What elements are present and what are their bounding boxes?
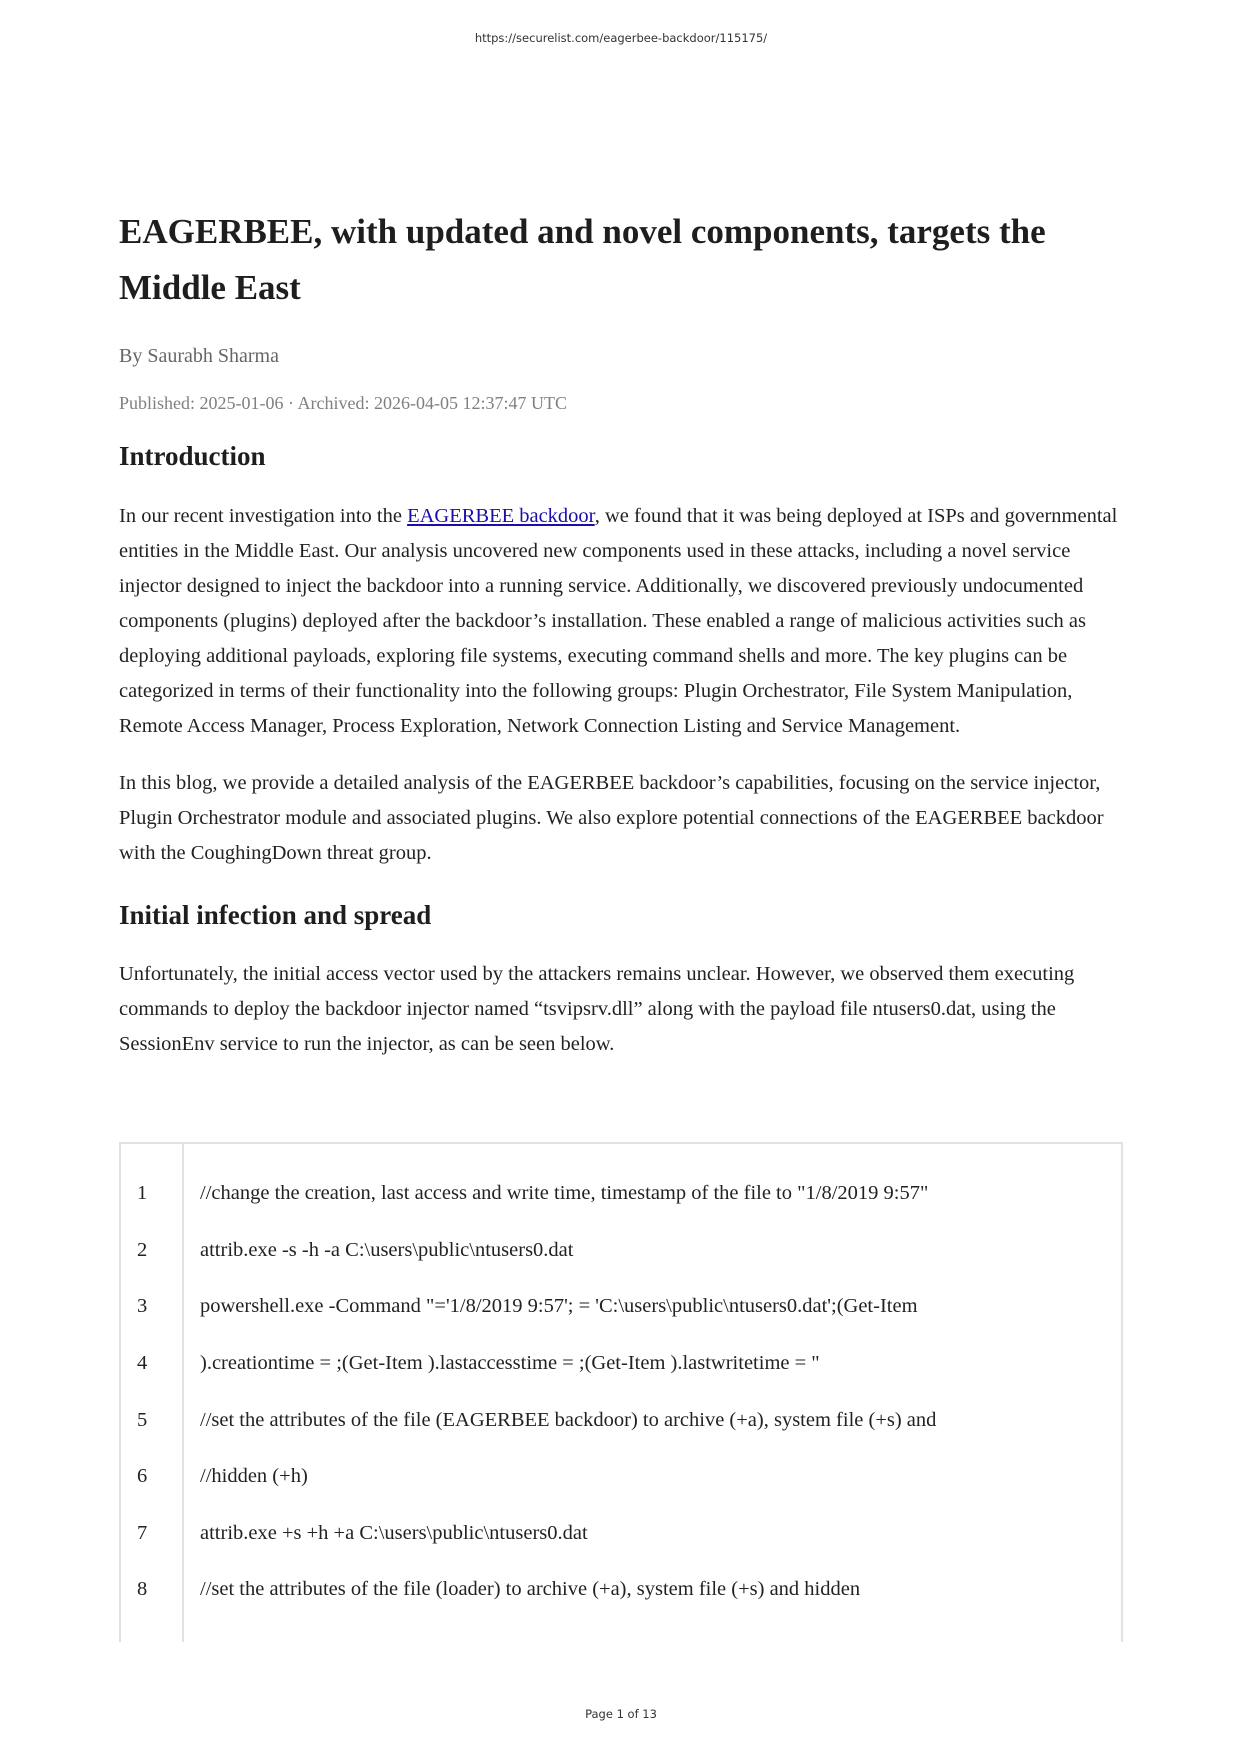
code-line-number: 4 [137,1352,148,1374]
code-line-number: 3 [137,1295,148,1317]
code-line-text: attrib.exe -s -h -a C:\users\public\ntusers0.dat [200,1239,574,1261]
code-gutter-divider [182,1144,184,1642]
code-line [121,1235,1121,1265]
code-line [121,1348,1121,1378]
article-byline: By Saurabh Sharma [119,345,279,367]
introduction-paragraph-2: In this blog, we provide a detailed analysis of the EAGERBEE backdoor’s capabilities, focusing on the service injector, Plugin Orchestrator module and associated plugins. We also explore potential connections of the EAGERBEE backdoor with the CoughingDown threat group. [119,772,1104,864]
code-line-number: 1 [137,1182,148,1204]
article-title: EAGERBEE, with updated and novel components, targets the Middle East [119,212,1046,307]
code-line-number: 5 [137,1409,148,1431]
code-line-number: 8 [137,1578,148,1600]
code-line-text: //set the attributes of the file (loader) to archive (+a), system file (+s) and hidden [200,1578,861,1600]
section-heading-introduction: Introduction [119,441,266,471]
code-line-text: powershell.exe -Command "='1/8/2019 9:57'; = 'C:\users\public\ntusers0.dat';(Get-Item [200,1295,918,1317]
code-line-text: //set the attributes of the file (EAGERBEE backdoor) to archive (+a), system file (+s) and [200,1409,937,1431]
code-line-number: 6 [137,1465,148,1487]
article [119,204,1125,1062]
code-block [119,1142,1123,1642]
code-line [121,1574,1121,1604]
code-line-text: ).creationtime = ;(Get-Item ).lastaccesstime = ;(Get-Item ).lastwritetime = " [200,1352,820,1374]
eagerbee-backdoor-link[interactable]: EAGERBEE backdoor [407,505,595,527]
page-url-header: https://securelist.com/eagerbee-backdoor/115175/ [474,31,768,45]
code-line [121,1518,1121,1548]
code-line [121,1291,1121,1321]
code-line-text: //change the creation, last access and write time, timestamp of the file to "1/8/2019 9:57" [200,1182,929,1204]
code-line [121,1178,1121,1208]
introduction-paragraph-1 [119,499,1125,744]
introduction-paragraph-1-end: , we found that it was being deployed at ISPs and governmental entities in the Middle East. Our analysis uncovered new components used in these attacks, including a novel service injector designed to inject the backdoor into a running service. Additionally, we discovered previously undocumented components (plugins) deployed after the backdoor’s installation. These enabled a range of malicious activities such as deploying additional payloads, exploring file systems, executing command shells and more. The key plugins can be categorized in terms of their functionality into the following groups: Plugin Orchestrator, File System Manipulation, Remote Access Manager, Process Exploration, Network Connection Listing and Service Management. [119,505,1118,737]
introduction-paragraph-1-start: In our recent investigation into the [119,505,408,527]
code-line-number: 2 [137,1239,148,1261]
section-heading-initial-infection: Initial infection and spread [119,900,432,930]
initial-infection-paragraph: Unfortunately, the initial access vector used by the attackers remains unclear. However, we observed them executing commands to deploy the backdoor injector named “tsvipsrv.dll” along with the payload file ntusers0.dat, using the SessionEnv service to run the injector, as can be seen below. [119,963,1075,1055]
code-line-text: attrib.exe +s +h +a C:\users\public\ntusers0.dat [200,1522,588,1544]
code-line [121,1405,1121,1435]
code-line [121,1461,1121,1491]
code-line-text: //hidden (+h) [200,1465,308,1487]
article-meta: Published: 2025-01-06 · Archived: 2026-04-05 12:37:47 UTC [119,393,567,413]
code-line-number: 7 [137,1522,148,1544]
page-number-footer: Page 1 of 13 [585,1707,657,1721]
